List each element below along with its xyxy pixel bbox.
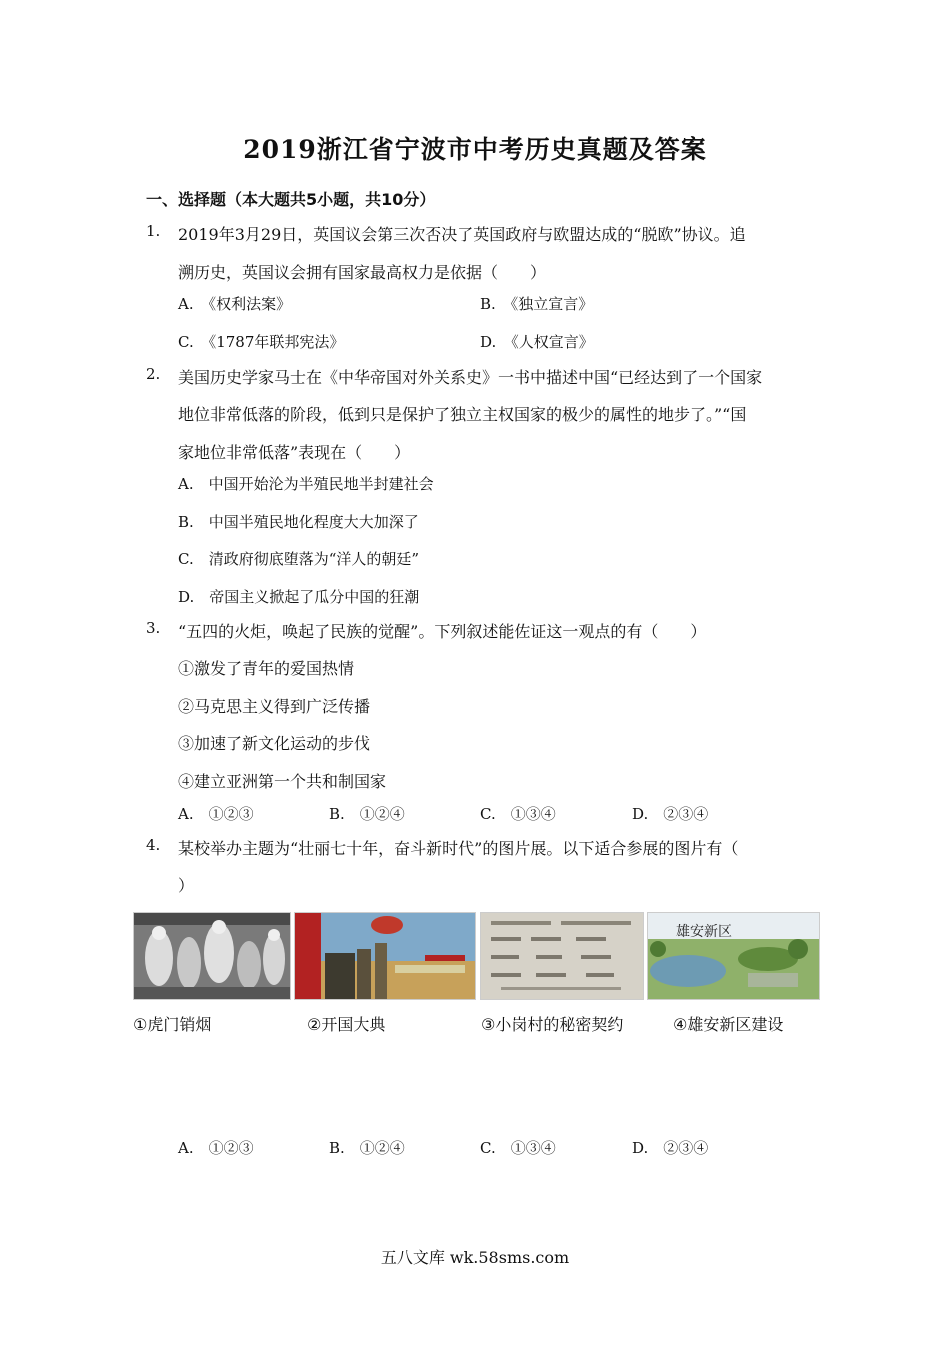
question-number: 1. <box>146 222 161 240</box>
question-text-line: 某校举办主题为“壮丽七十年，奋斗新时代”的图片展。以下适合参展的图片有（ <box>178 839 739 858</box>
footer-watermark: 五八文库 wk.58sms.com <box>380 1248 570 1267</box>
statement-1: ①激发了青年的爱国热情 <box>178 659 355 678</box>
option-c: C. ①③④ <box>480 805 556 823</box>
question-number: 2. <box>146 365 161 383</box>
question-text-line: 2019年3月29日，英国议会第三次否决了英国政府与欧盟达成的“脱欧”协议。追 <box>178 225 746 244</box>
question-text-line: ） <box>178 876 195 895</box>
image-label: 雄安新区 <box>676 924 732 940</box>
option-a: A. ①②③ <box>178 805 254 823</box>
caption-2: ②开国大典 <box>307 1015 386 1034</box>
founding-ceremony-image <box>294 912 476 1000</box>
option-d: D. ②③④ <box>632 805 709 823</box>
question-text-line: 美国历史学家马士在《中华帝国对外关系史》一书中描述中国“已经达到了一个国家 <box>178 368 763 387</box>
statement-3: ③加速了新文化运动的步伐 <box>178 734 371 753</box>
question-text-line: 溯历史，英国议会拥有国家最高权力是依据（ ） <box>178 263 547 282</box>
option-c: C. ①③④ <box>480 1139 556 1157</box>
option-a: A. 中国开始沦为半殖民地半封建社会 <box>178 475 434 493</box>
page-title: 2019浙江省宁波市中考历史真题及答案 <box>243 135 707 164</box>
question-text-line: 地位非常低落的阶段，低到只是保护了独立主权国家的极少的属性的地步了。”“国 <box>178 405 747 424</box>
option-c: C. 清政府彻底堕落为“洋人的朝廷” <box>178 550 420 568</box>
option-d: D. 《人权宣言》 <box>480 333 594 351</box>
option-a: A. ①②③ <box>178 1139 254 1157</box>
xiaogang-contract-image <box>480 912 644 1000</box>
humen-relief-image <box>133 912 291 1000</box>
option-b: B. 《独立宣言》 <box>480 295 594 313</box>
statement-4: ④建立亚洲第一个共和制国家 <box>178 772 387 791</box>
xiongan-image <box>647 912 820 1000</box>
question-text-line: “五四的火炬，唤起了民族的觉醒”。下列叙述能佐证这一观点的有（ ） <box>178 622 707 641</box>
caption-4: ④雄安新区建设 <box>673 1015 784 1034</box>
option-d: D. ②③④ <box>632 1139 709 1157</box>
option-b: B. 中国半殖民地化程度大大加深了 <box>178 513 419 531</box>
option-d: D. 帝国主义掀起了瓜分中国的狂潮 <box>178 588 420 606</box>
caption-1: ①虎门销烟 <box>133 1015 212 1034</box>
option-c: C. 《1787年联邦宪法》 <box>178 333 345 351</box>
question-text-line: 家地位非常低落”表现在（ ） <box>178 443 411 462</box>
statement-2: ②马克思主义得到广泛传播 <box>178 697 371 716</box>
option-b: B. ①②④ <box>329 805 405 823</box>
section-heading: 一、选择题（本大题共5小题，共10分） <box>146 190 436 209</box>
option-b: B. ①②④ <box>329 1139 405 1157</box>
question-number: 4. <box>146 836 161 854</box>
option-a: A. 《权利法案》 <box>178 295 292 313</box>
question-number: 3. <box>146 619 161 637</box>
caption-3: ③小岗村的秘密契约 <box>481 1015 624 1034</box>
